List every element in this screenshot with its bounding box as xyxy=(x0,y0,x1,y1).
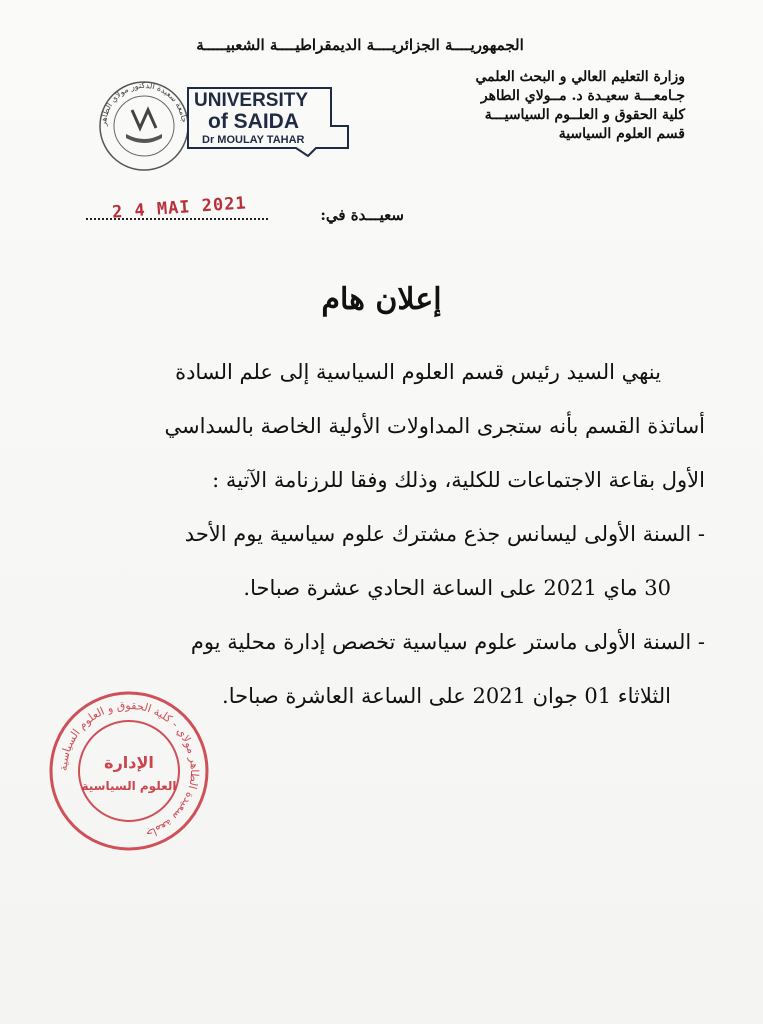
announcement-body xyxy=(80,345,705,723)
body-line: الثلاثاء 01 جوان 2021 على الساعة العاشرة صباحا. xyxy=(222,684,671,708)
logo-line-tahar: Dr MOULAY TAHAR xyxy=(202,134,305,146)
logo-line-university: UNIVERSITY xyxy=(194,90,309,111)
seal-center-top: الإدارة xyxy=(104,753,154,772)
administrative-header xyxy=(385,68,685,144)
faculty-name: كلية الحقوق و العلــوم السياسيـــة xyxy=(484,107,685,123)
logo-line-saida: of SAIDA xyxy=(208,110,299,133)
university-logo xyxy=(96,76,356,176)
ministry-name: وزارة التعليم العالي و البحث العلمي xyxy=(475,69,685,85)
logo-ring-text: جامعة سعيدة الدكتور مولاي الطاهر xyxy=(98,80,189,127)
body-line: 30 ماي 2021 على الساعة الحادي عشرة صباحا. xyxy=(243,576,671,600)
seal-center-bottom: العلوم السياسية xyxy=(81,779,177,793)
body-line: - السنة الأولى ماستر علوم سياسية تخصص إدارة محلية يوم xyxy=(190,630,705,654)
department-name: قسم العلوم السياسية xyxy=(558,126,685,142)
administration-seal xyxy=(44,686,214,856)
announcement-title: إعلان هام xyxy=(321,282,442,317)
body-line: أساتذة القسم بأنه ستجرى المداولات الأولية الخاصة بالسداسي xyxy=(164,414,705,438)
body-line: الأول بقاعة الاجتماعات للكلية، وذلك وفقا للرزنامة الآتية : xyxy=(212,468,705,492)
date-label: سعيـــدة في: xyxy=(320,206,404,224)
date-stamp: 2 4 MAI 2021 xyxy=(111,193,248,223)
body-line: - السنة الأولى ليسانس جذع مشترك علوم سياسية يوم الأحد xyxy=(184,522,705,546)
university-name: جـامعـــة سعيـدة د. مــولاي الطاهر xyxy=(480,88,685,104)
body-line: ينهي السيد رئيس قسم العلوم السياسية إلى علم السادة xyxy=(175,360,661,384)
country-heading: الجمهوريــــة الجزائريــــة الديمقراطيــــة الشعبيـــــة xyxy=(196,36,524,54)
seal-ring-text: جامعة سعيدة الطاهر مولاي - كلية الحقوق و العلوم السياسية xyxy=(56,698,202,841)
date-row xyxy=(84,193,404,238)
